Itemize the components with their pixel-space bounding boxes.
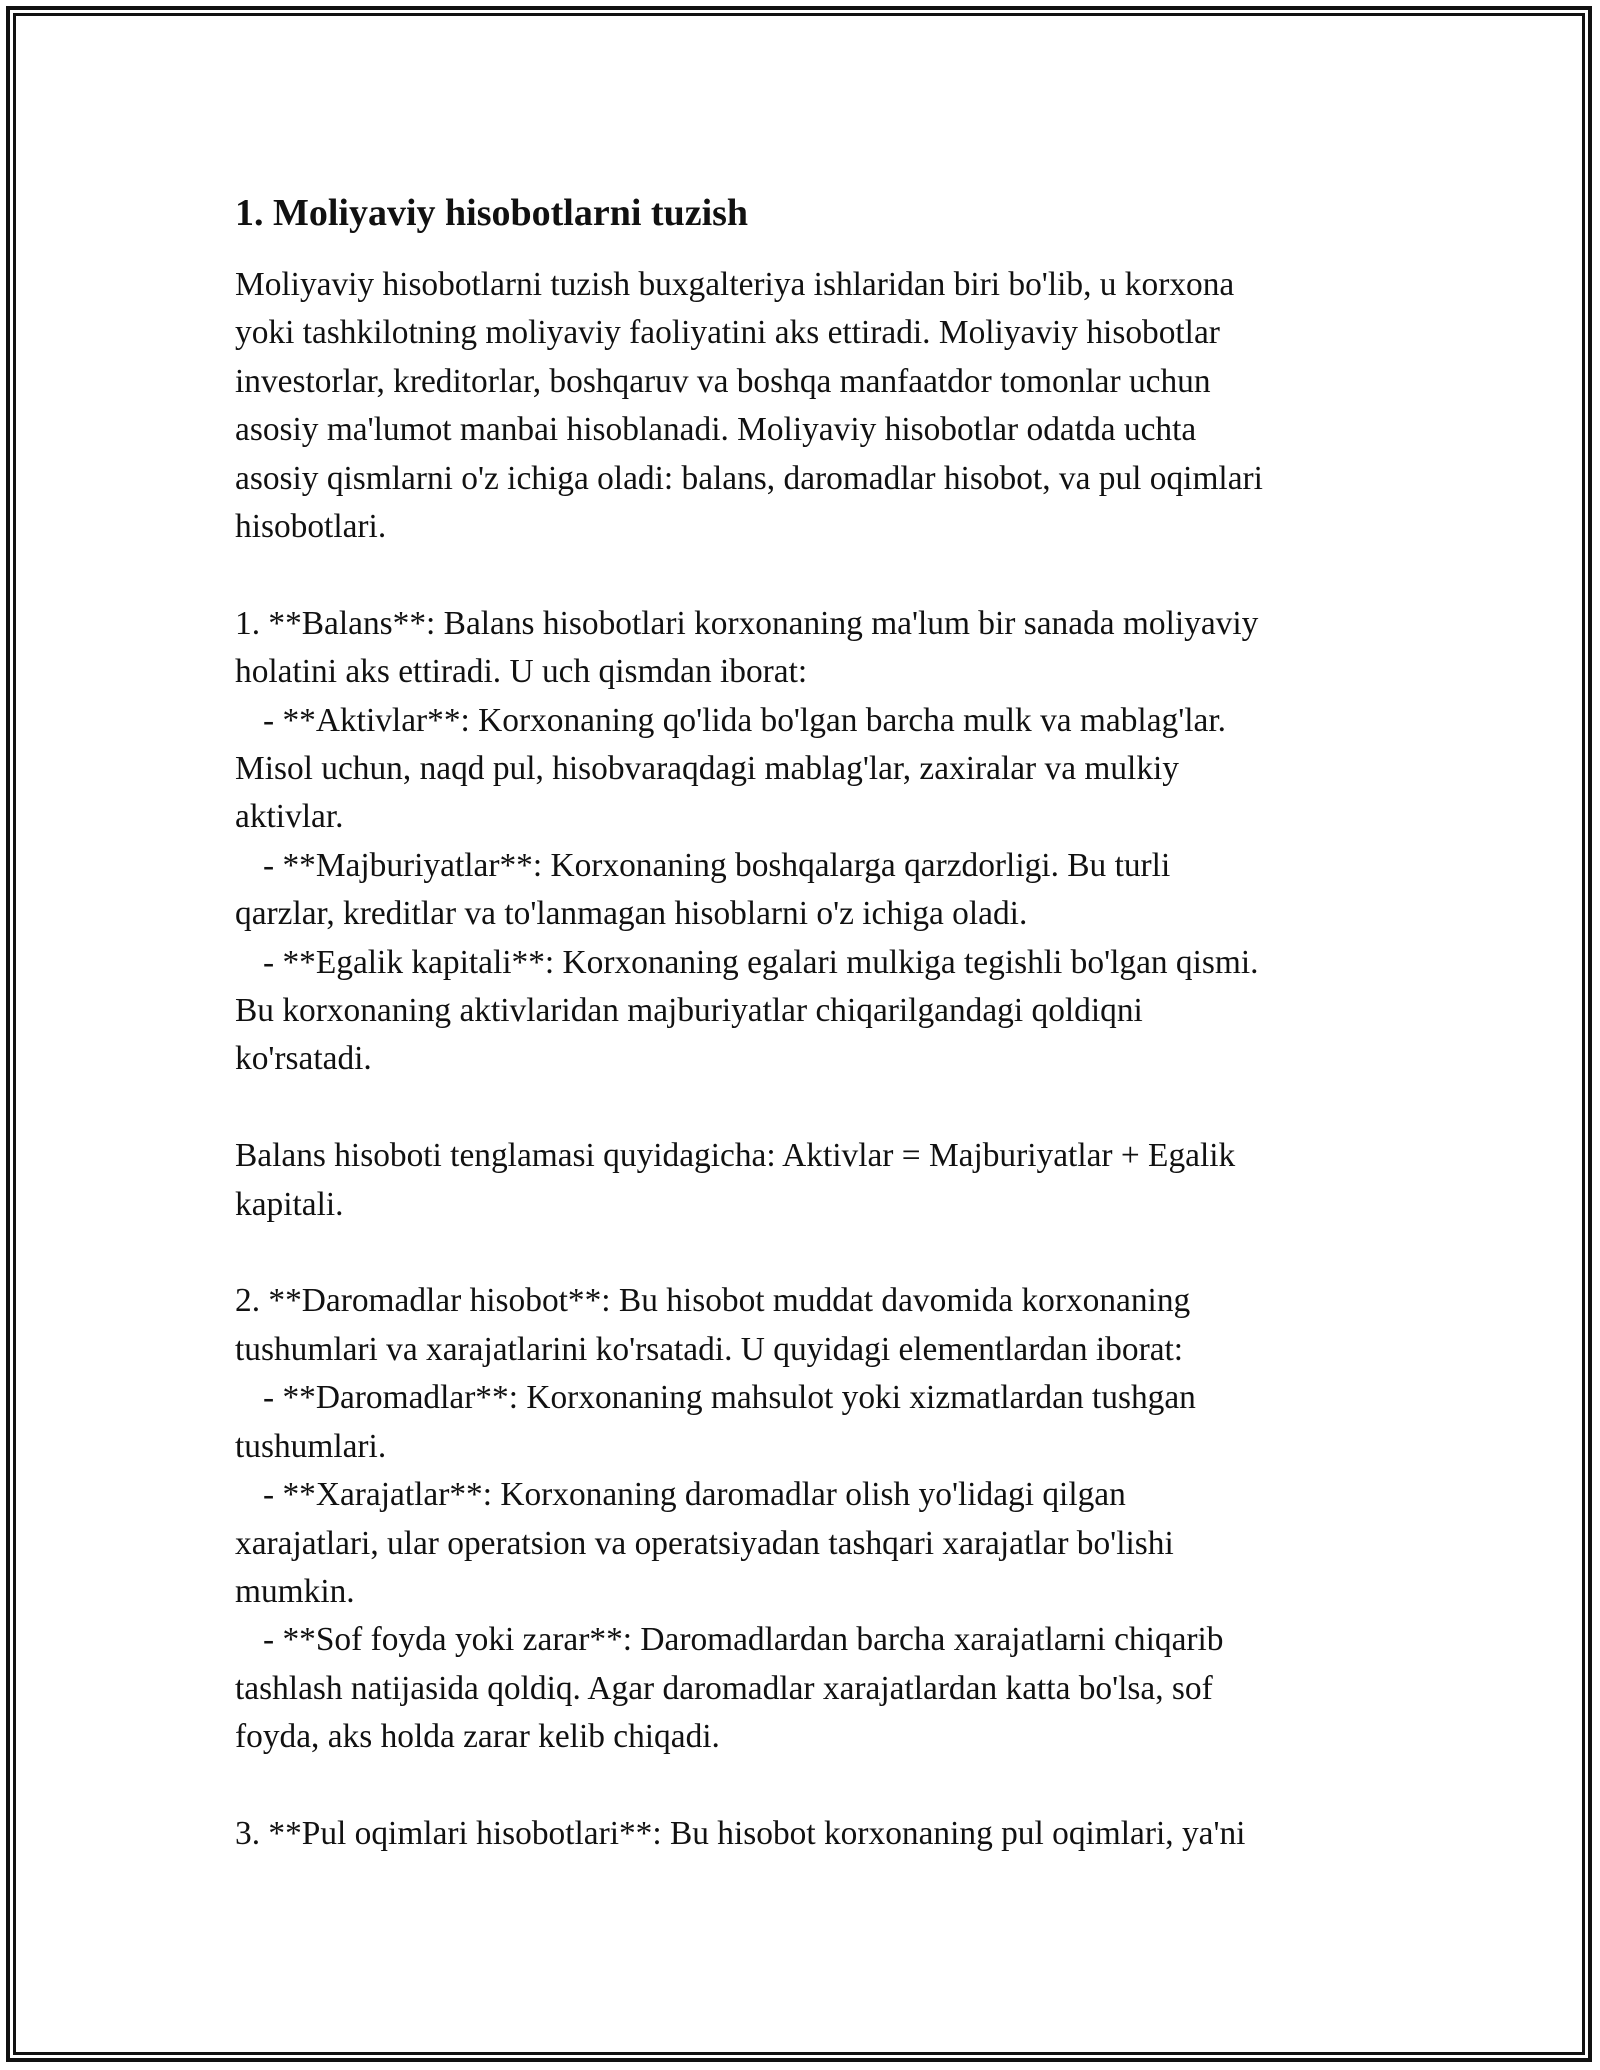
list-item-line: - **Sof foyda yoki zarar**: Daromadlardan barcha xarajatlarni chiqarib (263, 1621, 1224, 1659)
body-line: aktivlar. (235, 798, 344, 836)
document-title: 1. Moliyaviy hisobotlarni tuzish (235, 192, 749, 234)
blank-line (235, 1229, 1365, 1277)
body-line: Balans hisoboti tenglamasi quyidagicha: Aktivlar = Majburiyatlar + Egalik (235, 1137, 1236, 1175)
list-item-line: - **Daromadlar**: Korxonaning mahsulot yoki xizmatlardan tushgan (263, 1379, 1196, 1417)
body-line: holatini aks ettiradi. U uch qismdan iborat: (235, 653, 808, 691)
body-line: qarzlar, kreditlar va to'lanmagan hisoblarni o'z ichiga oladi. (235, 895, 1028, 933)
body-line: tushumlari. (235, 1427, 387, 1465)
body-line: Bu korxonaning aktivlaridan majburiyatlar chiqarilgandagi qoldiqni (235, 992, 1143, 1030)
body-line: ko'rsatadi. (235, 1040, 372, 1078)
body-line: tushumlari va xarajatlarini ko'rsatadi. U quyidagi elementlardan iborat: (235, 1330, 1184, 1368)
body-line: hisobotlari. (235, 508, 387, 546)
body-line: tashlash natijasida qoldiq. Agar daromadlar xarajatlardan katta bo'lsa, sof (235, 1669, 1213, 1707)
body-line: mumkin. (235, 1572, 355, 1610)
body-line: kapitali. (235, 1185, 344, 1223)
body-line: 2. **Daromadlar hisobot**: Bu hisobot muddat davomida korxonaning (235, 1282, 1191, 1320)
document-body (235, 261, 1365, 1858)
document-page (235, 185, 1365, 1858)
body-line: foyda, aks holda zarar kelib chiqadi. (235, 1718, 720, 1756)
body-line: Misol uchun, naqd pul, hisobvaraqdagi mablag'lar, zaxiralar va mulkiy (235, 750, 1180, 788)
body-line: 1. **Balans**: Balans hisobotlari korxonaning ma'lum bir sanada moliyaviy (235, 604, 1259, 642)
blank-line (235, 551, 1365, 599)
list-item-line: - **Egalik kapitali**: Korxonaning egalari mulkiga tegishli bo'lgan qismi. (263, 943, 1259, 981)
body-line: investorlar, kreditorlar, boshqaruv va boshqa manfaatdor tomonlar uchun (235, 362, 1211, 400)
body-line: yoki tashkilotning moliyaviy faoliyatini aks ettiradi. Moliyaviy hisobotlar (235, 314, 1220, 352)
body-line: asosiy qismlarni o'z ichiga oladi: balans, daromadlar hisobot, va pul oqimlari (235, 459, 1263, 497)
body-line: Moliyaviy hisobotlarni tuzish buxgalteriya ishlaridan biri bo'lib, u korxona (235, 266, 1235, 303)
list-item-line: - **Xarajatlar**: Korxonaning daromadlar olish yo'lidagi qilgan (263, 1476, 1126, 1514)
blank-line (235, 1084, 1365, 1132)
list-item-line: - **Majburiyatlar**: Korxonaning boshqalarga qarzdorligi. Bu turli (263, 846, 1171, 884)
body-line: xarajatlari, ular operatsion va operatsiyadan tashqari xarajatlar bo'lishi (235, 1524, 1174, 1562)
body-line: 3. **Pul oqimlari hisobotlari**: Bu hisobot korxonaning pul oqimlari, ya'ni (235, 1814, 1246, 1852)
blank-line (235, 1762, 1365, 1810)
body-line: asosiy ma'lumot manbai hisoblanadi. Moliyaviy hisobotlar odatda uchta (235, 411, 1197, 449)
list-item-line: - **Aktivlar**: Korxonaning qo'lida bo'lgan barcha mulk va mablag'lar. (263, 701, 1226, 739)
